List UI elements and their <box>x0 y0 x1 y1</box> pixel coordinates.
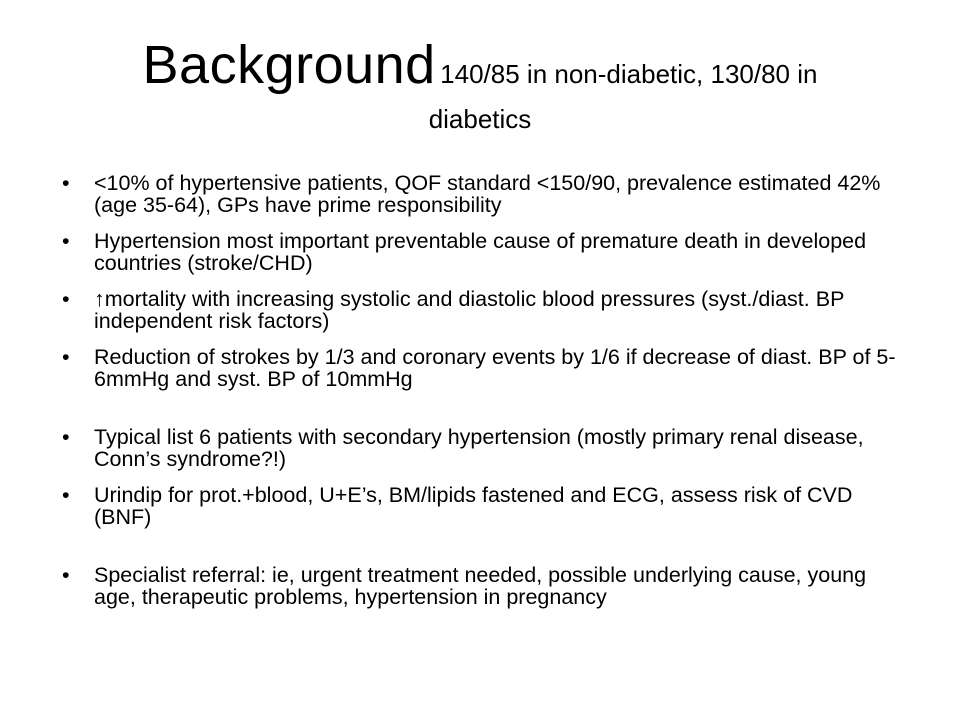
title-main: Background <box>142 35 436 95</box>
bullet-icon: • <box>62 171 70 195</box>
bullet-text: <10% of hypertensive patients, QOF standard <150/90, prevalence estimated 42% (age 35-64), GPs have prime responsibility <box>94 171 881 217</box>
title-subtitle-line1: 140/85 in non-diabetic, 130/80 in <box>440 59 818 89</box>
bullet-item <box>62 426 912 470</box>
bullet-icon: • <box>62 287 70 311</box>
title-subtitle-line2: diabetics <box>428 104 532 134</box>
bullet-list <box>62 172 912 622</box>
bullet-text: Reduction of strokes by 1/3 and coronary events by 1/6 if decrease of diast. BP of 5-6mmHg and syst. BP of 10mmHg <box>94 345 896 391</box>
bullet-icon: • <box>62 425 70 449</box>
bullet-item <box>62 288 912 332</box>
bullet-text: Specialist referral: ie, urgent treatment needed, possible underlying cause, young age, therapeutic problems, hypertension in pregnancy <box>94 563 867 609</box>
bullet-item <box>62 172 912 216</box>
bullet-text: Urindip for prot.+blood, U+E’s, BM/lipids fastened and ECG, assess risk of CVD (BNF) <box>94 483 853 529</box>
bullet-item <box>62 346 912 390</box>
bullet-icon: • <box>62 563 70 587</box>
slide-title <box>60 35 900 134</box>
bullet-icon: • <box>62 483 70 507</box>
bullet-icon: • <box>62 229 70 253</box>
bullet-text: Typical list 6 patients with secondary hypertension (mostly primary renal disease, Conn’s syndrome?!) <box>94 425 864 471</box>
bullet-item <box>62 564 912 608</box>
bullet-text: ↑mortality with increasing systolic and diastolic blood pressures (syst./diast. BP independent risk factors) <box>94 287 845 333</box>
bullet-item <box>62 230 912 274</box>
bullet-text: Hypertension most important preventable cause of premature death in developed countries (stroke/CHD) <box>94 229 867 275</box>
bullet-icon: • <box>62 345 70 369</box>
bullet-item <box>62 484 912 528</box>
